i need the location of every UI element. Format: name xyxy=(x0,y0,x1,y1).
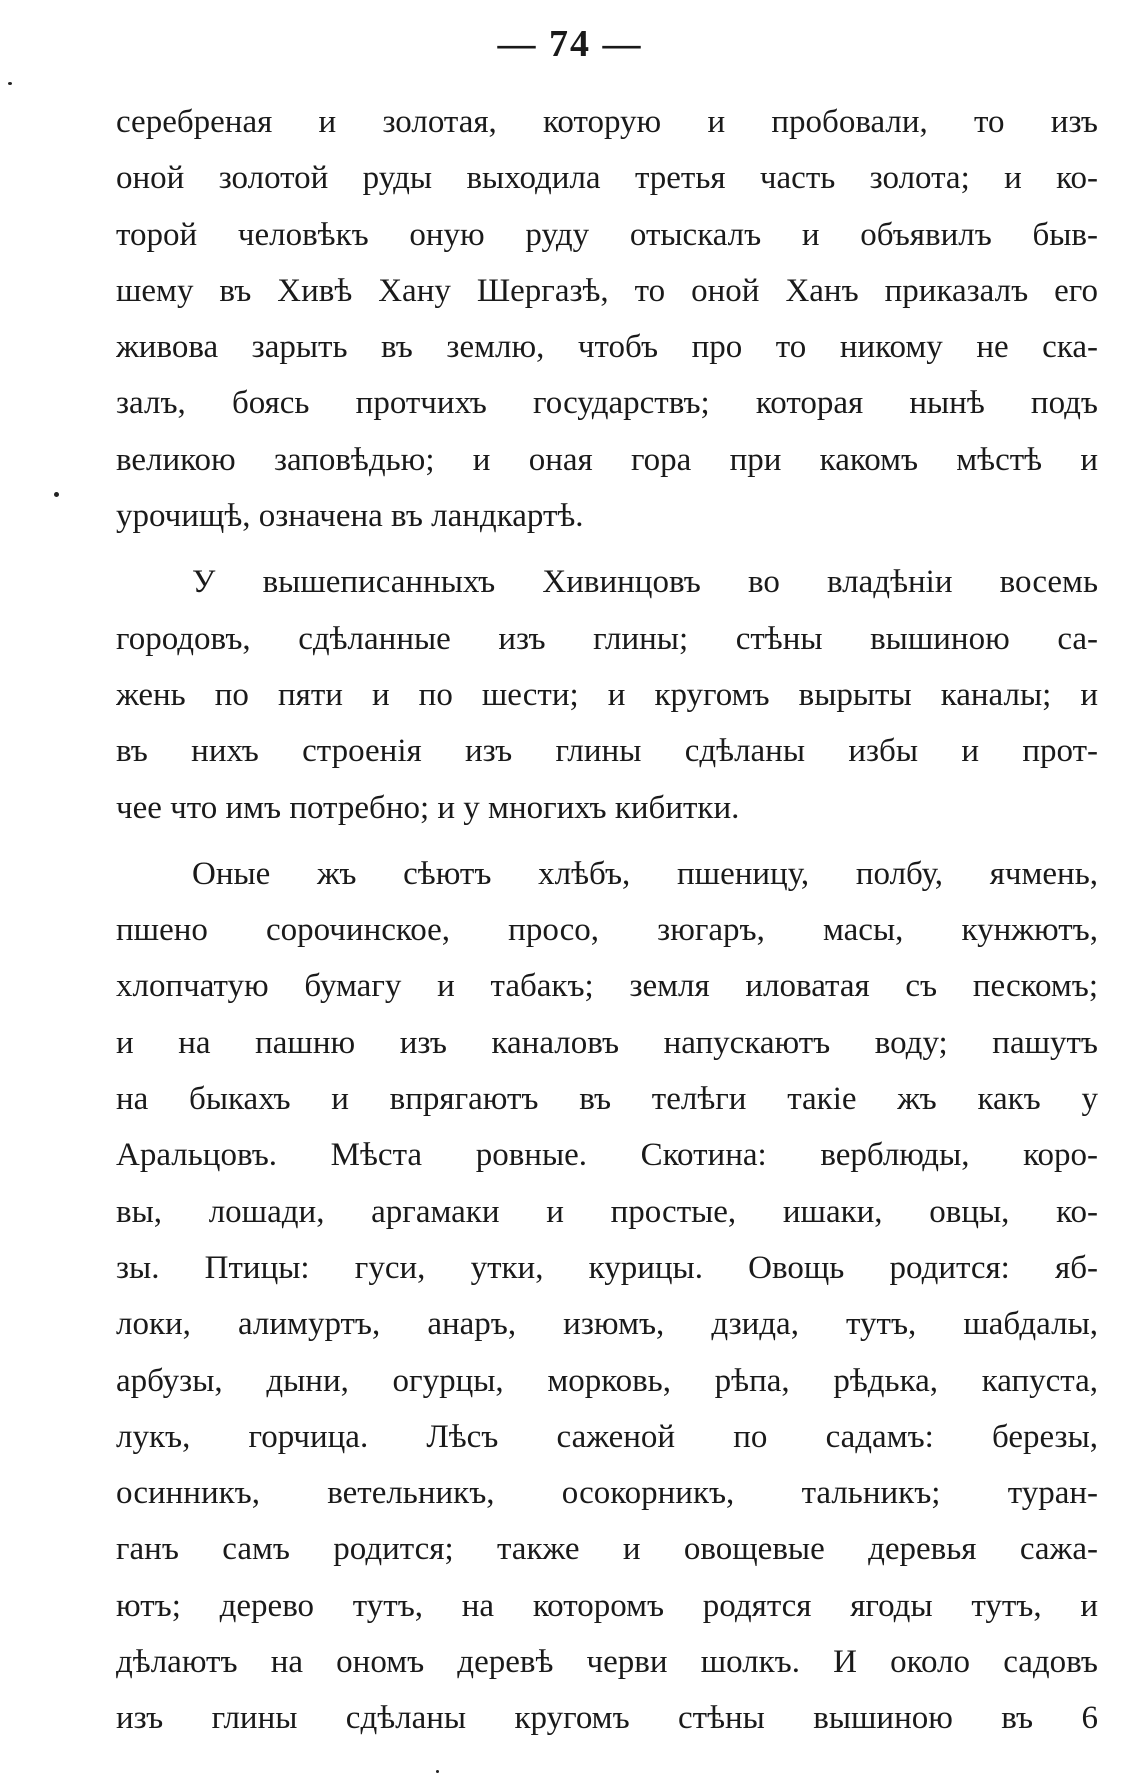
text-line: шему въ Хивѣ Хану Шергазѣ, то оной Ханъ приказалъ его xyxy=(116,272,1098,309)
text-line: пшено сорочинское, просо, зюгаръ, масы, кунжютъ, xyxy=(116,912,1098,949)
text-line: оной золотой руды выходила третья часть золота; и ко- xyxy=(116,160,1098,197)
paragraph-gap xyxy=(116,836,1098,846)
scan-speck xyxy=(8,82,12,85)
text-line: торой человѣкъ оную руду отыскалъ и объявилъ быв- xyxy=(116,216,1098,253)
text-line: Аральцовъ. Мѣста ровные. Скотина: верблюды, коро- xyxy=(116,1137,1098,1174)
paragraph-gap xyxy=(116,544,1098,554)
text-line: осинникъ, ветельникъ, осокорникъ, тальникъ; туран- xyxy=(116,1475,1098,1512)
paragraph-1 xyxy=(116,94,1098,544)
text-line: ютъ; дерево тутъ, на которомъ родятся ягоды тутъ, и xyxy=(116,1587,1098,1624)
text-line: серебреная и золотая, которую и пробовали, то изъ xyxy=(116,104,1098,140)
text-line: хлопчатую бумагу и табакъ; земля иловатая съ пескомъ; xyxy=(116,968,1098,1005)
text-line: дѣлаютъ на ономъ деревѣ черви шолкъ. И около садовъ xyxy=(116,1644,1098,1681)
scan-speck xyxy=(436,1770,439,1773)
text-line: живова зарыть въ землю, чтобъ про то никому не ска- xyxy=(116,329,1098,366)
text-line: У вышеписанныхъ Хивинцовъ во владѣніи восемь xyxy=(192,564,1098,601)
text-line: въ нихъ строенія изъ глины сдѣланы избы и прот- xyxy=(116,733,1098,770)
text-line: залъ, боясь протчихъ государствъ; которая нынѣ подъ xyxy=(116,385,1098,422)
text-line: вы, лошади, аргамаки и простые, ишаки, овцы, ко- xyxy=(116,1193,1098,1230)
scan-speck xyxy=(54,492,59,497)
text-line: жень по пяти и по шести; и кругомъ вырыты каналы; и xyxy=(116,676,1098,713)
text-line: урочищѣ, означена въ ландкартѣ. xyxy=(116,498,584,535)
paragraph-2 xyxy=(116,554,1098,835)
paragraph-3 xyxy=(116,846,1098,1747)
text-line: арбузы, дыни, огурцы, морковь, рѣпа, рѣдька, капуста, xyxy=(116,1362,1098,1399)
text-line: ганъ самъ родится; также и овощевые деревья сажа- xyxy=(116,1531,1098,1568)
text-line: городовъ, сдѣланные изъ глины; стѣны вышиною са- xyxy=(116,620,1098,657)
text-line: Оные жъ сѣютъ хлѣбъ, пшеницу, полбу, ячмень, xyxy=(192,855,1098,892)
text-line: зы. Птицы: гуси, утки, курицы. Овощь родится: яб- xyxy=(116,1249,1098,1286)
text-line: локи, алимуртъ, анаръ, изюмъ, дзида, тутъ, шабдалы, xyxy=(116,1306,1098,1343)
text-line: великою заповѣдью; и оная гора при какомъ мѣстѣ и xyxy=(116,441,1098,478)
text-line: и на пашню изъ каналовъ напускаютъ воду; пашутъ xyxy=(116,1024,1098,1061)
text-line: лукъ, горчица. Лѣсъ саженой по садамъ: березы, xyxy=(116,1418,1098,1455)
text-line: на быкахъ и впрягаютъ въ телѣги такіе жъ какъ у xyxy=(116,1081,1098,1118)
body-text xyxy=(116,94,1098,1747)
page-number: — 74 — xyxy=(497,23,643,65)
text-line: изъ глины сдѣланы кругомъ стѣны вышиною въ 6 xyxy=(116,1700,1098,1737)
text-line: чее что имъ потребно; и у многихъ кибитки. xyxy=(116,789,740,826)
